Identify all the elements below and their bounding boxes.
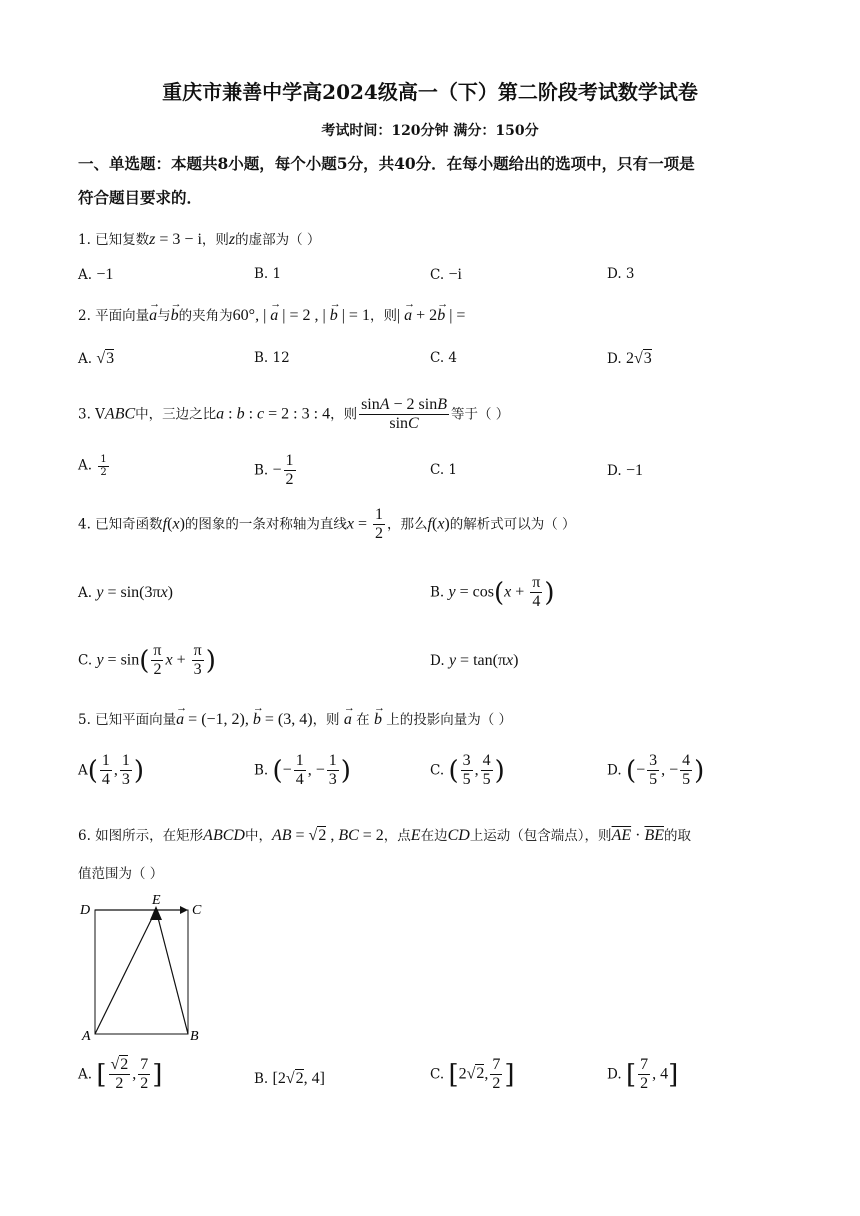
- q2-option-d[interactable]: D. 2√3: [607, 350, 652, 367]
- q4-option-a[interactable]: A. y = sin(3πx): [78, 584, 173, 601]
- q3-option-c[interactable]: C. 1: [430, 462, 458, 478]
- label-e: E: [152, 893, 161, 908]
- q2-option-b[interactable]: B. 12: [254, 350, 290, 366]
- q6-option-d[interactable]: D. [ $\frac{7}{2}$ , 4]: [607, 1056, 679, 1093]
- q1-option-c[interactable]: C. −i: [430, 266, 462, 283]
- q1-option-b[interactable]: B. 1: [254, 266, 282, 282]
- q5-option-d[interactable]: D. (− $\frac{3}{5}$ , − $\frac{4}{5}$ ): [607, 752, 705, 789]
- question-4: 4. 已知奇函数f(x)的图象的一条对称轴为直线x = $\frac{1}{2}$ ，那么f(x)的解析式可以为（ ）: [78, 506, 576, 543]
- page-title: 重庆市兼善中学高2024级高一（下）第二阶段考试数学试卷: [162, 80, 698, 104]
- q6-option-c[interactable]: C. [2√2, $\frac{7}{2}$ ]: [430, 1056, 515, 1093]
- q2-option-a[interactable]: A. √3: [78, 350, 115, 367]
- q3-option-a[interactable]: A. $\frac{1}{2}$: [78, 454, 107, 478]
- question-5: 5. 已知平面向量→ a = (−1, 2), → b = (3, 4)，则 → a 在 → b 上的投影向量为（ ）: [78, 708, 512, 729]
- q2-option-c[interactable]: C. 4: [430, 350, 458, 366]
- question-1: 1. 已知复数z = 3 − i，则z的虚部为（ ）: [78, 231, 321, 248]
- q3-option-d[interactable]: D. −1: [607, 462, 643, 479]
- q3-option-b[interactable]: B. − $\frac{1}{2}$: [254, 452, 294, 489]
- question-3: 3. VABC中，三边之比a : b : c = 2 : 3 : 4，则 $\frac{\sin A - 2 \sin B}{\sin C}$ 等于（ ）: [78, 396, 510, 433]
- q5-option-c[interactable]: C. ( $\frac{3}{5}$ , $\frac{4}{5}$ ): [430, 752, 505, 789]
- label-a: A: [82, 1029, 91, 1042]
- q4-option-d[interactable]: D. y = tan(πx): [430, 652, 519, 669]
- q5-option-a[interactable]: A( $\frac{1}{4}$ , $\frac{1}{3}$ ): [78, 752, 145, 789]
- q4-option-c[interactable]: C. y = sin( $\frac{\pi}{2}$ x + $\frac{\pi}{3}$ ): [78, 642, 216, 679]
- question-6: 6. 如图所示，在矩形ABCD中，AB = √2 , BC = 2，点E在边CD上运动（包含端点），则$\overline{AE} \cdot \overline{BE}$的取: [78, 827, 691, 844]
- q1-option-d[interactable]: D. 3: [607, 266, 635, 282]
- q6-option-a[interactable]: A. [ $\frac{√2}{2}$ , $\frac{7}{2}$ ]: [78, 1056, 163, 1093]
- label-d: D: [80, 903, 91, 918]
- rectangle-figure: [76, 892, 206, 1042]
- q6-option-b[interactable]: B. [2√2, 4]: [254, 1070, 325, 1087]
- question-2: 2. 平面向量→ a与→ b的夹角为60°, | → a | = 2 , | → b | = 1，则| → a + 2→ b | =: [78, 304, 465, 325]
- question-6-cont: 值范围为（ ）: [78, 866, 164, 882]
- q5-option-b[interactable]: B. (− $\frac{1}{4}$ , − $\frac{1}{3}$ ): [254, 752, 351, 789]
- q4-option-b[interactable]: B. y = cos(x + $\frac{\pi}{4}$ ): [430, 574, 555, 611]
- section-heading-cont: 符合题目要求的．: [78, 188, 203, 207]
- label-b: B: [190, 1029, 199, 1042]
- section-heading: 一、单选题：本题共8小题，每个小题5分，共40分．在每小题给出的选项中，只有一项是: [78, 154, 695, 173]
- q1-option-a[interactable]: A. −1: [78, 266, 114, 283]
- exam-info: 考试时间：120分钟 满分：150分: [321, 123, 539, 139]
- label-c: C: [192, 903, 202, 918]
